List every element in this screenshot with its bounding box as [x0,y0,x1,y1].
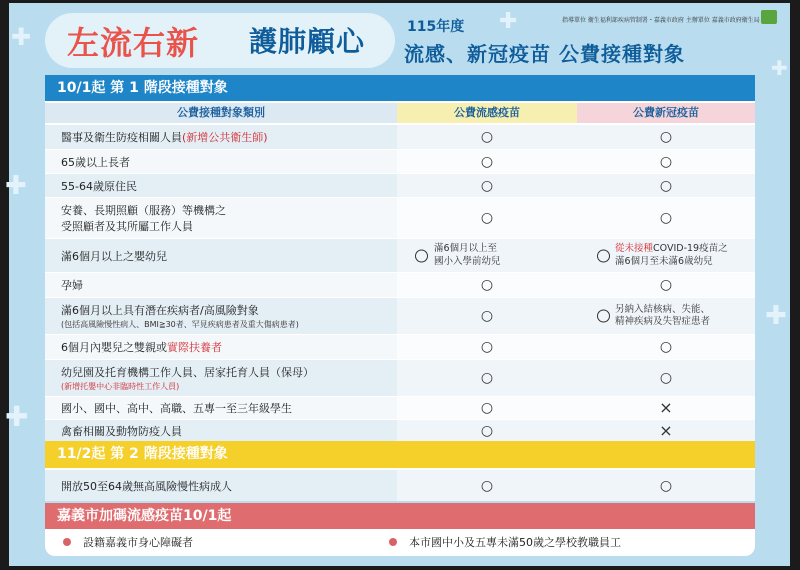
bullet-dot-icon [63,538,71,546]
row-label: 國小、國中、高中、高職、五專一至三年級學生 [61,402,292,415]
circle-mark-icon: ○ [480,400,494,416]
column-header-flu: 公費流感疫苗 [397,103,577,123]
cross-decoration-icon: ✚ [5,400,29,433]
covid-note: COVID-19疫苗之 滿6個月至未滿6歲幼兒 [615,243,728,267]
column-header-covid: 公費新冠疫苗 [577,103,755,123]
table-row [45,419,755,442]
circle-mark-icon: ○ [659,129,673,145]
row-label: 幼兒園及托育機構工作人員、居家托育人員（保母） [61,366,314,379]
table-row [45,272,755,297]
circle-mark-icon: ○ [480,477,494,494]
row-sublabel: (新增托嬰中心非臨時性工作人員) [61,382,180,391]
row-label: 醫事及衛生防疫相關人員 [61,131,182,144]
table-row [45,396,755,419]
list-item [389,534,621,550]
circle-mark-icon: ○ [480,339,494,355]
table-row [45,238,755,272]
bullet-dot-icon [389,538,397,546]
table-row [45,334,755,359]
row-label: 55-64歲原住民 [61,179,137,193]
phase2-header: 11/2起 第 2 階段接種對象 [45,441,755,468]
circle-mark-icon: ○ [480,370,494,386]
row-label: 滿6個月以上之嬰幼兒 [61,249,167,263]
circle-mark-icon: ○ [659,477,673,494]
circle-mark-icon [597,249,610,262]
row-label-highlight: 實際扶養者 [167,341,222,354]
column-header-category: 公費接種對象類別 [45,103,397,123]
city-supplement-header: 嘉義市加碼流感疫苗10/1起 [45,503,755,529]
row-label: 6個月內嬰兒之雙親或 [61,341,167,354]
table-row [45,149,755,173]
cross-decoration-icon: ✚ [765,301,787,331]
circle-mark-icon: ○ [480,277,494,293]
cross-mark-icon: × [659,421,673,440]
year-label: 115年度 [407,19,465,35]
flu-note: 滿6個月以上至 國小入學前幼兒 [434,243,501,267]
circle-mark-icon: ○ [480,177,494,194]
row-sublabel: (包括高風險慢性病人、BMI≧30者、罕見疾病患者及重大傷病患者) [61,320,299,329]
organizer-text: 指導單位 衛生福利部疾病管制署・嘉義市政府 主辦單位 嘉義市政府衛生局 [562,17,760,24]
circle-mark-icon: ○ [659,210,673,226]
row-label-highlight: (新增公共衛生師) [182,131,268,144]
row-label: 禽畜相關及動物防疫人員 [61,425,182,438]
covid-note-highlight: 從未接種 [615,243,654,255]
cross-decoration-icon: ✚ [11,23,32,51]
cross-decoration-icon: ✚ [771,56,788,80]
vaccine-table [45,75,755,500]
page-title: 流感、新冠疫苗 公費接種對象 [404,42,685,66]
row-label: 孕婦 [61,279,83,292]
circle-mark-icon [597,310,610,323]
row-label-line2: 受照顧者及其所屬工作人員 [61,220,193,233]
table-row [45,173,755,197]
row-label: 安養、長期照顧（服務）等機構之 [61,204,226,217]
circle-mark-icon: ○ [659,339,673,355]
row-label: 65歲以上長者 [61,155,130,169]
table-row [45,197,755,238]
cross-decoration-icon: ✚ [5,171,27,201]
circle-mark-icon: ○ [480,423,494,439]
list-item [63,534,193,550]
row-label: 滿6個月以上具有潛在疾病者/高風險對象 [61,304,259,317]
circle-mark-icon: ○ [659,277,673,293]
circle-mark-icon: ○ [480,308,494,324]
slogan-blue-text: 護肺顧心 [249,25,366,58]
row-label: 開放50至64歲無高風險慢性病成人 [61,479,232,493]
cross-decoration-icon: ✚ [499,9,518,34]
circle-mark-icon: ○ [480,153,494,170]
table-row [45,469,755,501]
circle-mark-icon: ○ [659,153,673,170]
circle-mark-icon: ○ [480,210,494,226]
circle-mark-icon [415,249,428,262]
health-logo-icon [761,10,777,24]
city-item-1: 設籍嘉義市身心障礙者 [83,536,193,549]
table-row [45,124,755,149]
phase1-header: 10/1起 第 1 階段接種對象 [45,75,755,101]
circle-mark-icon: ○ [480,129,494,145]
circle-mark-icon: ○ [659,370,673,386]
slogan-red-text: 左流右新 [67,24,200,62]
cross-mark-icon: × [659,398,673,417]
poster [5,3,790,566]
table-row [45,297,755,334]
city-supplement-panel [45,503,755,556]
covid-note: 另納入結核病、失能、 精神疾病及失智症患者 [615,303,711,327]
city-item-2: 本市國中小及五專未滿50歲之學校教職員工 [409,536,621,549]
circle-mark-icon: ○ [659,177,673,194]
table-row [45,359,755,396]
